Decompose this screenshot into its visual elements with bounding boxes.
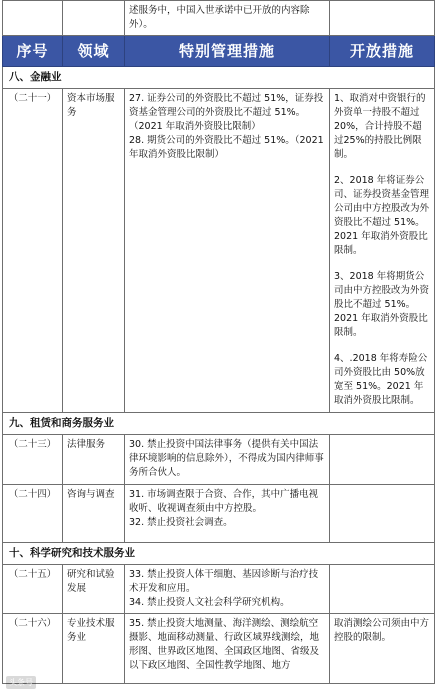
section-title: 八、金融业 bbox=[3, 67, 435, 89]
measure-item: 35. 禁止投资大地测量、海洋测绘、测绘航空摄影、地面移动测量、行政区域界线测绘，地形图、世界政区地图、全国政区地图、省级及以下政区地图、全国性教学地图、地方 bbox=[129, 618, 320, 671]
row-number: （二十四） bbox=[3, 485, 63, 543]
continuation-row bbox=[3, 1, 435, 36]
table-row bbox=[3, 485, 435, 543]
opening-item: 2、2018 年将证券公司、证券投资基金管理公司由中方控股改为外资股比不超过 51%。2021 年取消外资股比限制。 bbox=[334, 175, 430, 256]
continuation-text: 述服务中，中国入世承诺中已开放的内容除外）。 bbox=[125, 1, 330, 36]
measure-item: 28. 期货公司的外资股比不超过 51%。（2021 年取消外资股比限制） bbox=[129, 135, 324, 160]
row-opening bbox=[330, 614, 435, 684]
opening-item: 取消测绘公司须由中方控股的限制。 bbox=[334, 618, 430, 643]
row-number: （二十六） bbox=[3, 614, 63, 684]
header-special-measures: 特别管理措施 bbox=[125, 36, 330, 67]
section-row-research bbox=[3, 543, 435, 565]
row-domain: 资本市场服务 bbox=[63, 89, 125, 413]
watermark: 头条号 bbox=[6, 676, 36, 689]
measure-item: 30. 禁止投资中国法律事务（提供有关中国法律环境影响的信息除外），不得成为国内律师事务所合伙人。 bbox=[129, 439, 324, 478]
measure-item: 31. 市场调查限于合资、合作，其中广播电视收听、收视调查须由中方控股。 bbox=[129, 489, 319, 514]
table-row bbox=[3, 565, 435, 614]
opening-item: 1、取消对中资银行的外资单一持股不超过20%，合计持股不超过25%的持股比例限制。 bbox=[334, 93, 426, 160]
section-row-leasing bbox=[3, 413, 435, 435]
header-number: 序号 bbox=[3, 36, 63, 67]
opening-item: 3、2018 年将期货公司由中方控股改为外资股比不超过 51%。2021 年取消外资股比限制。 bbox=[334, 271, 430, 338]
row-domain: 咨询与调查 bbox=[63, 485, 125, 543]
row-number: （二十一） bbox=[3, 89, 63, 413]
measures-table bbox=[2, 0, 435, 684]
row-number: （二十五） bbox=[3, 565, 63, 614]
header-opening-measures: 开放措施 bbox=[330, 36, 435, 67]
header-domain: 领域 bbox=[63, 36, 125, 67]
measure-item: 33. 禁止投资人体干细胞、基因诊断与治疗技术开发和应用。 bbox=[129, 569, 319, 594]
row-measures bbox=[125, 435, 330, 485]
table-row bbox=[3, 89, 435, 413]
measure-item: 27. 证券公司的外资股比不超过 51%，证券投资基金管理公司的外资股比不超过 51%。（2021 年取消外资股比限制） bbox=[129, 93, 324, 132]
table-row bbox=[3, 435, 435, 485]
row-measures bbox=[125, 565, 330, 614]
section-row-finance bbox=[3, 67, 435, 89]
row-measures bbox=[125, 614, 330, 684]
row-opening bbox=[330, 89, 435, 413]
row-domain: 研究和试验发展 bbox=[63, 565, 125, 614]
opening-item: 4、.2018 年将寿险公司外资股比由 50%放宽至 51%。2021 年取消外资股比限制。 bbox=[334, 353, 428, 406]
table-header bbox=[3, 36, 435, 67]
row-domain: 法律服务 bbox=[63, 435, 125, 485]
row-number: （二十三） bbox=[3, 435, 63, 485]
row-domain: 专业技术服务业 bbox=[63, 614, 125, 684]
measure-item: 32. 禁止投资社会调查。 bbox=[129, 517, 233, 528]
table-row bbox=[3, 614, 435, 684]
measure-item: 34. 禁止投资人文社会科学研究机构。 bbox=[129, 597, 290, 608]
section-title: 九、租赁和商务服务业 bbox=[3, 413, 435, 435]
section-title: 十、科学研究和技术服务业 bbox=[3, 543, 435, 565]
row-measures bbox=[125, 485, 330, 543]
row-measures bbox=[125, 89, 330, 413]
